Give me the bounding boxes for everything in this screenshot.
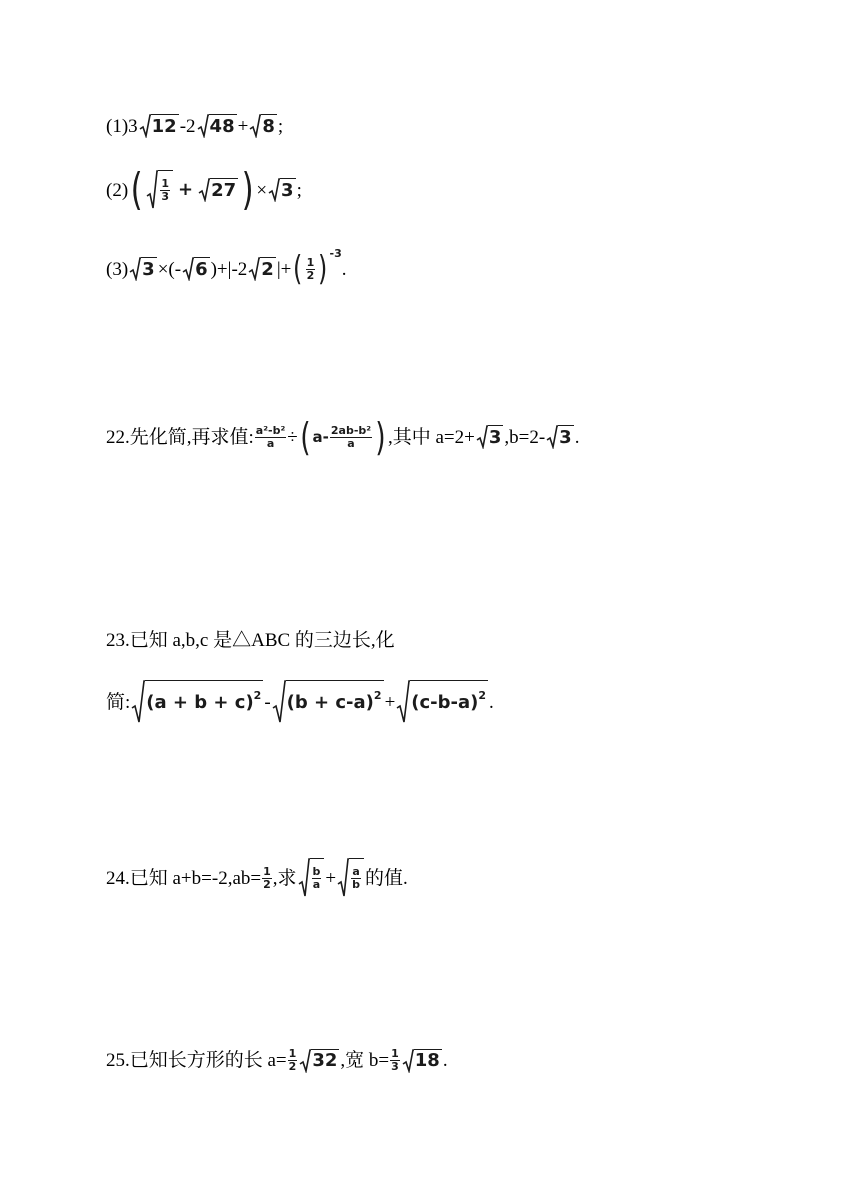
sqrt-expression: 18 <box>402 1049 442 1073</box>
question-23-line-2: 简: (a + b + c) 2 - (b + c-a) 2 + (c-b-a) 2 . <box>106 680 494 724</box>
sqrt-expression: 48 <box>197 114 237 138</box>
question-22-text: 22.先化简,再求值: <box>106 426 254 448</box>
fraction: $\frac{1}{3}$ <box>391 1047 399 1073</box>
question-22: 22.先化简,再求值: $\frac{\text{a²-b²}}{a}$ ÷ ( a- $\frac{\text{2ab-b²}}{a}$ ) ,其中 a=2+ 3 ,b=2- 3 . <box>106 415 580 459</box>
sqrt-fraction: $\frac{1}{3}$ <box>146 170 173 210</box>
right-paren: ) <box>241 164 254 215</box>
question-24-text: 24.已知 a+b=-2,ab= <box>106 867 262 889</box>
sqrt-expression: (c-b-a) 2 <box>396 680 488 724</box>
fraction: $\frac{1}{2}$ <box>288 1047 297 1073</box>
question-23-text: 23.已知 a,b,c 是△ABC 的三边长,化 <box>106 630 395 651</box>
problem-2-label: (2) <box>106 179 129 201</box>
question-24: 24.已知 a+b=-2,ab= $\frac{1}{2}$ ,求 $\frac{b}{a}$ + $\frac{a}{b}$ 的值. <box>106 858 408 898</box>
fraction: $\frac{1}{2}$ <box>306 255 315 282</box>
sqrt-expression: 32 <box>299 1049 339 1073</box>
sqrt-expression: (a + b + c) 2 <box>131 680 263 724</box>
problem-3-label: (3) <box>106 258 129 280</box>
question-25: 25.已知长方形的长 a= $\frac{1}{2}$ 32 ,宽 b= $\frac{1}{3}$ 18 . <box>106 1047 448 1073</box>
sqrt-expression: 3 <box>546 425 574 449</box>
exponent: -3 <box>329 246 342 260</box>
sqrt-expression: 3 <box>129 257 157 281</box>
problem-1: (1) 3 12 -2 48 + 8 ; <box>106 115 284 137</box>
sqrt-expression: 6 <box>182 257 210 281</box>
problem-3: (3) 3 ×(- 6 )+|-2 2 |+ ( $\frac{1}{2}$ ) -3 . <box>106 246 347 289</box>
sqrt-expression: 2 <box>248 257 276 281</box>
sqrt-expression: 3 <box>268 178 296 202</box>
sqrt-expression: 27 <box>198 178 238 202</box>
coefficient: 3 <box>128 115 138 137</box>
fraction: $\frac{1}{2}$ <box>263 864 271 891</box>
sqrt-expression: 3 <box>476 425 504 449</box>
fraction: $\frac{\text{a²-b²}}{a}$ <box>255 423 286 450</box>
left-paren: ( <box>299 415 311 459</box>
left-paren: ( <box>130 164 143 215</box>
sqrt-expression: 12 <box>139 114 179 138</box>
problem-2: (2) ( $\frac{1}{3}$ + 27 ) × 3 ; <box>106 164 302 215</box>
fraction: $\frac{\text{2ab-b²}}{a}$ <box>330 423 372 450</box>
right-paren: ) <box>318 249 328 289</box>
problem-1-label: (1) <box>106 115 129 137</box>
left-paren: ( <box>293 249 303 289</box>
question-25-text: 25.已知长方形的长 a= <box>106 1050 287 1071</box>
sqrt-fraction: $\frac{a}{b}$ <box>337 858 364 898</box>
sqrt-fraction: $\frac{b}{a}$ <box>298 858 325 898</box>
sqrt-expression: (b + c-a) 2 <box>272 680 384 724</box>
right-paren: ) <box>375 415 386 459</box>
sqrt-expression: 8 <box>249 114 277 138</box>
question-23-line-1 <box>106 631 395 650</box>
